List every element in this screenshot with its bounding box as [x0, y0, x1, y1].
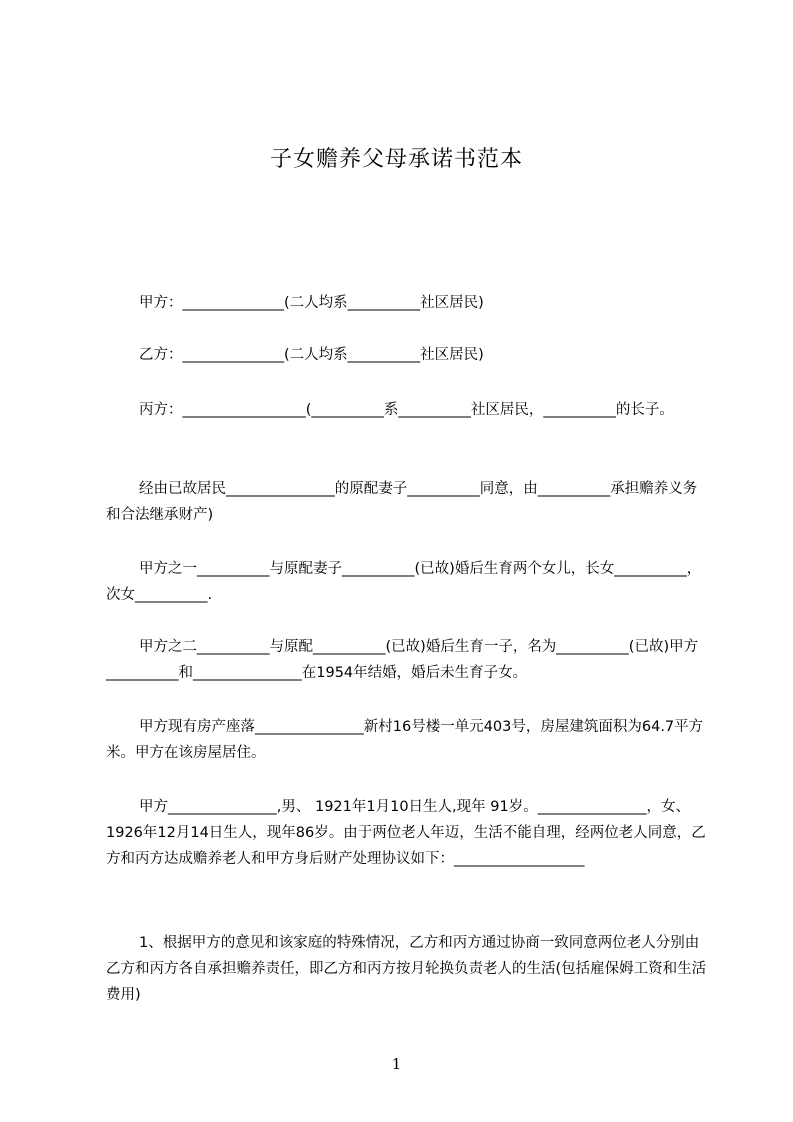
- paragraph-parties-info: 甲方_______________,男、 1921年1月10日生人,现年 91岁。_______________，女、1926年12月14日生人，现年86岁。由于两位老人年迈，生活不能自理，经两位老人同意，乙方和丙方达成赡养老人和甲方身后财产处理协议如下：__________________: [106, 799, 706, 867]
- paragraph-property: 甲方现有房产座落_______________新村16号楼一单元403号，房屋建筑面积为64.7平方米。甲方在该房屋居住。: [106, 719, 704, 761]
- paragraph-party-b: 乙方：______________(二人均系__________社区居民): [139, 347, 484, 363]
- paragraph-party-a-one: 甲方之一__________与原配妻子__________(已故)婚后生育两个女儿，长女__________，次女__________.: [106, 561, 702, 603]
- paragraph-clause-1: 1、根据甲方的意见和该家庭的特殊情况，乙方和丙方通过协商一致同意两位老人分别由乙方和丙方各自承担赡养责任，即乙方和丙方按月轮换负责老人的生活(包括雇保姆工资和生活费用): [106, 935, 707, 1003]
- document-title: 子女赡养父母承诺书范本: [269, 147, 523, 172]
- page-number: 1: [391, 1055, 402, 1073]
- paragraph-consent: 经由已故居民_______________的原配妻子__________同意，由__________承担赡养义务和合法继承财产): [106, 481, 698, 523]
- paragraph-party-a: 甲方：______________(二人均系__________社区居民): [139, 295, 484, 311]
- paragraph-party-c: 丙方：_________________(__________系__________社区居民，__________的长子。: [139, 402, 674, 418]
- paragraph-party-a-two: 甲方之二__________与原配__________(已故)婚后生育一子，名为__________(已故)甲方__________和_______________在1954年结婚，婚后未生育子女。: [106, 639, 699, 681]
